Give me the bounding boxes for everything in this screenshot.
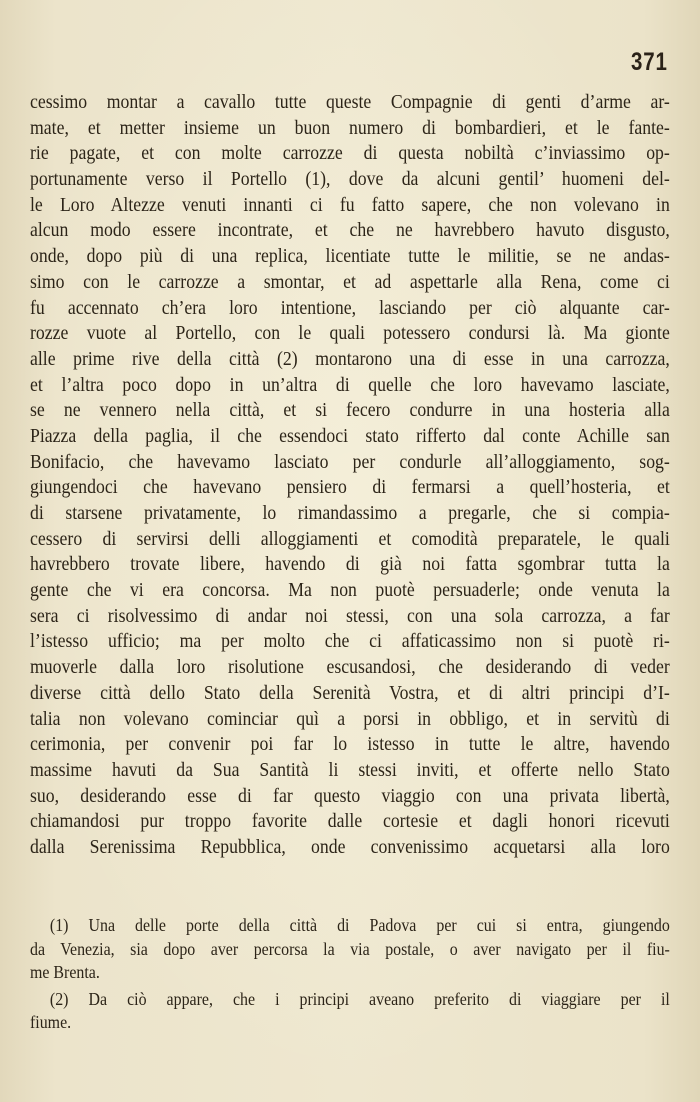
text-line: diverse città dello Stato della Serenità Vostra, et di altri principi d’I- <box>30 682 670 704</box>
text-line: gente che vi era concorsa. Ma non puotè persuaderle; onde venuta la <box>30 580 670 602</box>
text-line: Bonifacio, che havevamo lasciato per condurle all’alloggiamento, sog- <box>30 451 670 473</box>
text-line: alcun modo essere incontrate, et che ne havrebbero havuto disgusto, <box>30 220 670 242</box>
text-line: dalla Serenissima Repubblica, onde convenissimo acquetarsi alla loro <box>30 836 670 858</box>
text-line: di starsene privatamente, lo rimandassimo a pregarle, che si compia- <box>30 503 670 524</box>
footnote-line: da Venezia, sia dopo aver percorsa la via postale, o aver navigato per il fiu- <box>30 938 670 959</box>
text-line: le Loro Altezze venuti innanti ci fu fatto sapere, che non volevano in <box>30 194 670 216</box>
text-line: massime havuti da Sua Santità li stessi inviti, et offerte nello Stato <box>30 759 670 781</box>
text-line: muoverle dalla loro risolutione escusandosi, che desiderando di veder <box>30 657 670 679</box>
page-number: 371 <box>631 48 668 76</box>
text-line: talia non volevano cominciar quì a porsi in obbligo, et in servitù di <box>30 708 670 730</box>
footnote-1 <box>30 914 670 985</box>
text-line: et l’altra poco dopo in un’altra di quelle che loro havevamo lasciate, <box>30 374 670 396</box>
footnote-line: (1) Una delle porte della città di Padova per cui si entra, giungendo <box>49 915 670 935</box>
text-line: suo, desiderando esse di far questo viaggio con una privata libertà, <box>30 785 670 807</box>
text-line: onde, dopo più di una replica, licentiate tutte le militie, se ne andas- <box>30 246 670 268</box>
text-line: Piazza della paglia, il che essendoci stato rifferto dal conte Achille san <box>30 425 670 447</box>
main-text <box>30 90 670 861</box>
footnotes <box>30 914 670 1038</box>
text-line: cessero di servirsi delli alloggiamenti et comodità preparatele, le quali <box>30 528 670 550</box>
text-line: havrebbero trovate libere, havendo di già noi fatta sgombrar tutta la <box>30 554 670 576</box>
footnote-line: me Brenta. <box>30 962 100 982</box>
text-line: cerimonia, per convenir poi far lo istesso in tutte le altre, havendo <box>30 734 670 756</box>
text-line: cessimo montar a cavallo tutte queste Compagnie di genti d’arme ar- <box>30 92 670 113</box>
text-line: se ne vennero nella città, et si fecero condurre in una hosteria alla <box>30 400 670 422</box>
footnote-2 <box>30 988 670 1035</box>
text-line: mate, et metter insieme un buon numero di bombardieri, et le fante- <box>30 117 670 139</box>
text-line: rozze vuote al Portello, con le quali potessero condursi là. Ma gionte <box>30 323 670 345</box>
text-line: l’istesso ufficio; ma per molto che ci affaticassimo non si puotè ri- <box>30 631 670 653</box>
text-line: fu accennato ch’era loro intentione, lasciando per ciò alquante car- <box>30 297 670 319</box>
text-line: chiamandosi pur troppo favorite dalle cortesie et dagli honori ricevuti <box>30 811 670 833</box>
text-line: giungendoci che havevano pensiero di fermarsi a quell’hosteria, et <box>30 477 670 499</box>
text-line: sera ci risolvessimo di andar noi stessi, con una sola carrozza, a far <box>30 605 670 627</box>
text-line: alle prime rive della città (2) montarono una di esse in una carrozza, <box>30 348 670 370</box>
text-line: portunamente verso il Portello (1), dove da alcuni gentil’ huomeni del- <box>30 169 670 191</box>
text-line: rie pagate, et con molte carrozze di questa nobiltà c’inviassimo op- <box>30 143 670 165</box>
footnote-line: fiume. <box>30 1012 72 1032</box>
text-line: simo con le carrozze a smontar, et ad aspettarle alla Rena, come ci <box>30 271 670 293</box>
footnote-line: (2) Da ciò appare, che i principi aveano preferito di viaggiare per il <box>49 988 670 1009</box>
